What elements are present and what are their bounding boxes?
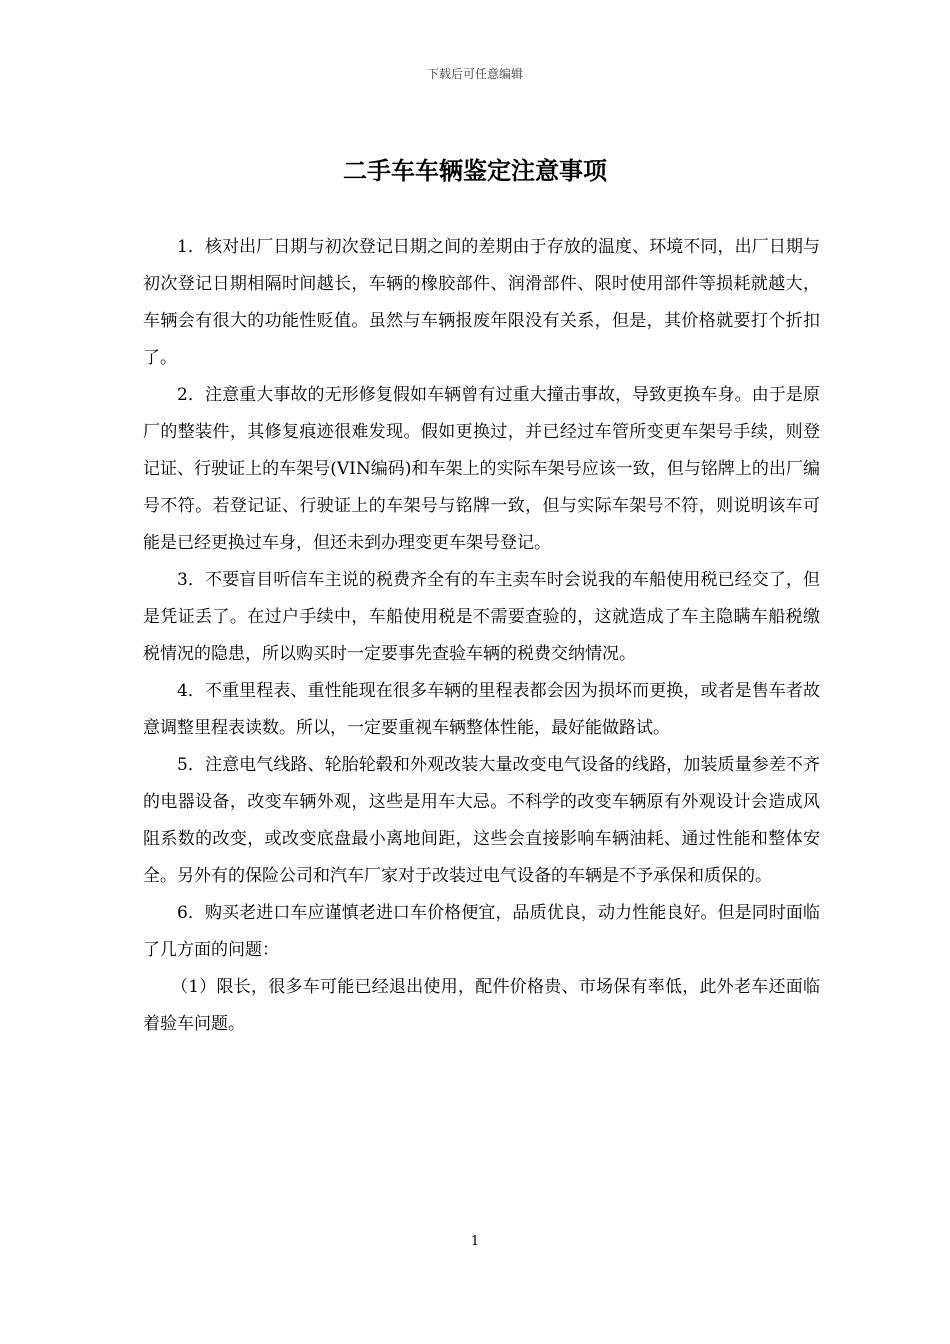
paragraph-6: 6．购买老进口车应谨慎老进口车价格便宜，品质优良，动力性能良好。但是同时面临了几方面的问题：: [143, 903, 820, 960]
paragraph-3: 3．不要盲目听信车主说的税费齐全有的车主卖车时会说我的车船使用税已经交了，但是凭证丢了。在过户手续中，车船使用税是不需要查验的，这就造成了车主隐瞒车船税缴税情况的隐患，所以购买时一定要事先查验车辆的税费交纳情况。: [143, 570, 820, 664]
paragraph-1: 1．核对出厂日期与初次登记日期之间的差期由于存放的温度、环境不同，出厂日期与初次登记日期相隔时间越长，车辆的橡胶部件、润滑部件、限时使用部件等损耗就越大，车辆会有很大的功能性贬值。虽然与车辆报废年限没有关系，但是，其价格就要打个折扣了。: [143, 237, 820, 368]
paragraph-5: 5．注意电气线路、轮胎轮毂和外观改装大量改变电气设备的线路，加装质量参差不齐的电器设备，改变车辆外观，这些是用车大忌。不科学的改变车辆原有外观设计会造成风阻系数的改变，或改变底盘最小离地间距，这些会直接影响车辆油耗、通过性能和整体安全。另外有的保险公司和汽车厂家对于改装过电气设备的车辆是不予承保和质保的。: [143, 755, 820, 886]
paragraph-4: 4．不重里程表、重性能现在很多车辆的里程表都会因为损坏而更换，或者是售车者故意调整里程表读数。所以，一定要重视车辆整体性能，最好能做路试。: [143, 681, 820, 738]
paragraph-2: 2．注意重大事故的无形修复假如车辆曾有过重大撞击事故，导致更换车身。由于是原厂的整装件，其修复痕迹很难发现。假如更换过，并已经过车管所变更车架号手续，则登记证、行驶证上的车架号(VIN编码)和车架上的实际车架号应该一致，但与铭牌上的出厂编号不符。若登记证、行驶证上的车架号与铭牌一致，但与实际车架号不符，则说明该车可能是已经更换过车身，但还未到办理变更车架号登记。: [143, 385, 820, 553]
sub-paragraph-1: （1）限长，很多车可能已经退出使用，配件价格贵、市场保有率低，此外老车还面临着验车问题。: [143, 977, 820, 1034]
header-note: 下载后可任意编辑: [426, 67, 523, 81]
document-title: 二手车车辆鉴定注意事项: [343, 157, 607, 185]
document-body: [143, 229, 820, 1043]
page-number: 1: [470, 1234, 480, 1249]
